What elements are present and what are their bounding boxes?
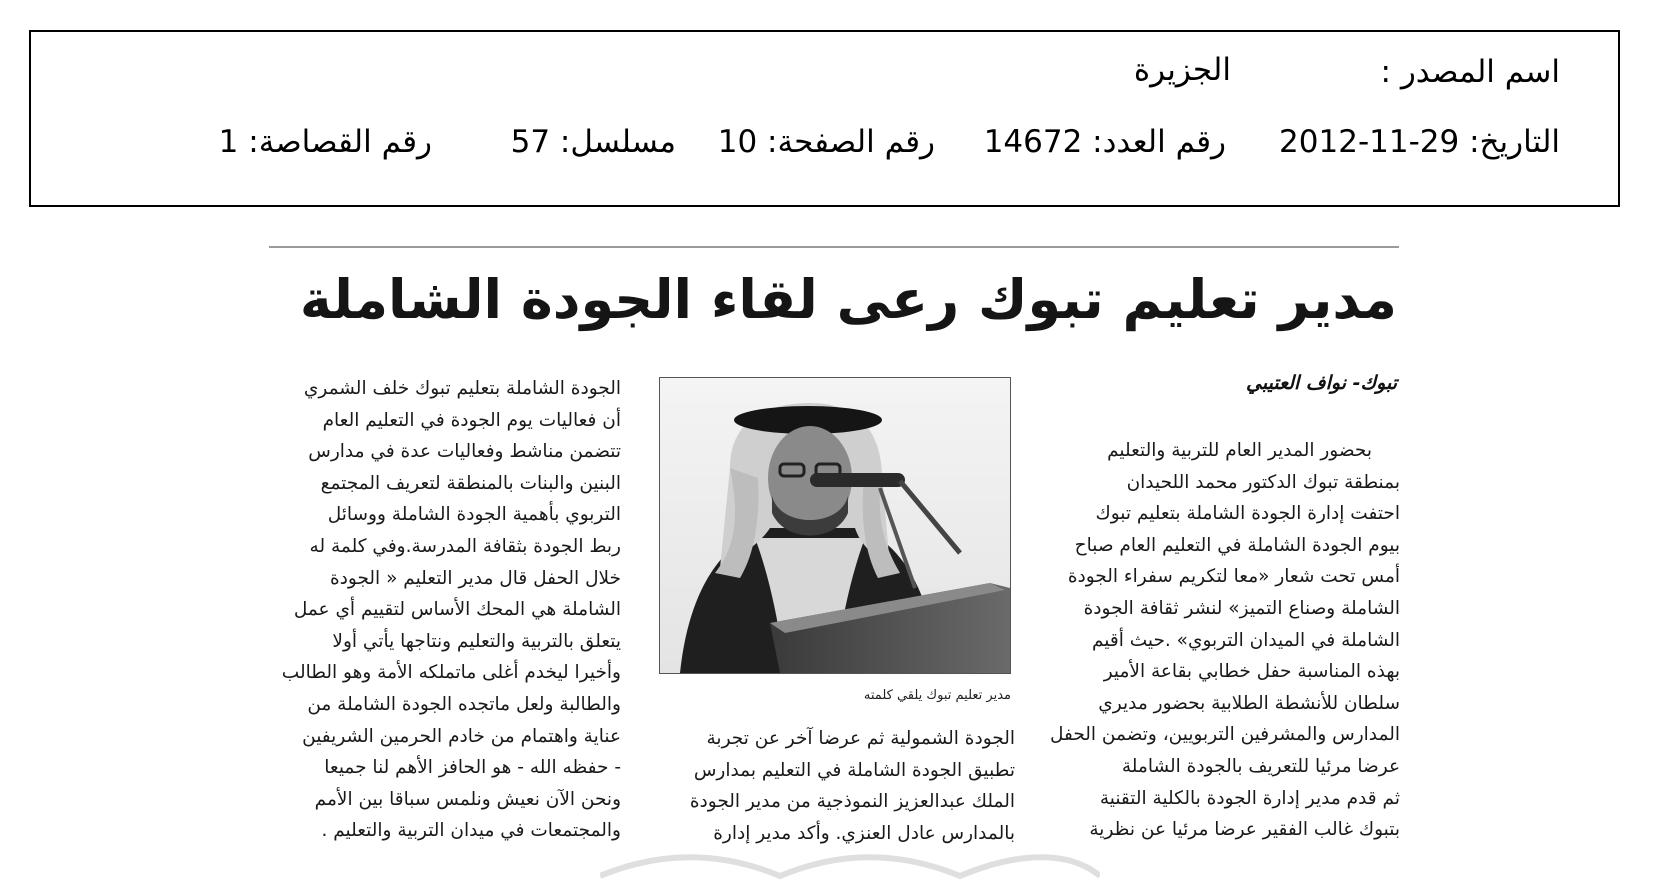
text-line: البنين والبنات بالمنطقة لتعريف المجتمع [320,472,621,494]
page-field: رقم الصفحة: 10 [717,124,935,160]
text-line: الشاملة وصناع التميز» لنشر ثقافة الجودة [1083,597,1400,619]
text-line: بيوم الجودة الشاملة في التعليم العام صباح [1074,534,1400,556]
text-line: والطالبة ولعل ماتجده الجودة الشاملة من [307,693,621,715]
text-line: تتضمن مناشط وفعاليات عدة في مدارس [308,441,621,463]
text-line: والمجتمعات في ميدان التربية والتعليم . [321,820,621,842]
article-headline: مدير تعليم تبوك رعى لقاء الجودة الشاملة [299,268,1397,331]
text-line: يتعلق بالتربية والتعليم ونتاجها يأتي أولا [332,630,621,652]
source-value: الجزيرة [1133,52,1231,88]
text-line: تطبيق الجودة الشاملة في التعليم بمدارس [693,759,1015,781]
text-line: الجودة الشاملة بتعليم تبوك خلف الشمري [303,378,621,399]
text-line: بهذه المناسبة حفل خطابي بقاعة الأمير [1103,661,1400,683]
article-byline: تبوك- نواف العتيبي [1246,372,1397,394]
text-line: عرضا مرئيا للتعريف بالجودة الشاملة [1121,755,1400,777]
top-divider [269,246,1399,248]
text-line: أن فعاليات يوم الجودة في التعليم العام [322,409,621,431]
serial-field: مسلسل: 57 [510,124,676,160]
text-line: بمنطقة تبوك الدكتور محمد اللحيدان [1126,471,1400,493]
text-line: بالمدارس عادل العنزي. وأكد مدير إدارة [713,822,1015,844]
text-line: المدارس والمشرفين التربويين، وتضمن الحفل [1049,724,1400,746]
text-line: الملك عبدالعزيز النموذجية من مدير الجودة [689,791,1015,813]
text-line: أمس تحت شعار «معا لتكريم سفراء الجودة [1067,566,1400,588]
text-line: وأخيرا ليخدم أغلى ماتملكه الأمة وهو الطالب [281,662,621,684]
article-photo [659,377,1011,674]
text-line: بحضور المدير العام للتربية والتعليم [1107,440,1372,461]
article-column-right [1046,435,1400,846]
text-line: خلال الحفل قال مدير التعليم « الجودة [329,567,621,589]
text-line: الجودة الشمولية ثم عرضا آخر عن تجربة [706,728,1015,749]
text-line: ربط الجودة بثقافة المدرسة.وفي كلمة له [309,535,621,557]
text-line: ثم قدم مدير إدارة الجودة بالكلية التقنية [1099,787,1400,809]
text-line: ونحن الآن نعيش ونلمس سباقا بين الأمم [314,788,621,810]
photo-caption: مدير تعليم تبوك يلقي كلمته [863,688,1011,703]
source-metadata-box [29,30,1620,207]
watermark-pattern [600,846,1100,881]
text-line: احتفت إدارة الجودة الشاملة بتعليم تبوك [1095,503,1400,525]
date-field: التاريخ: 29-11-2012 [1279,124,1560,160]
text-line: - حفظه الله - هو الحافز الأهم لنا جميعا [324,757,621,779]
text-line: الشاملة هي المحك الأساس لتقييم أي عمل [293,599,621,621]
issue-field: رقم العدد: 14672 [983,124,1226,160]
article-column-left [268,373,621,847]
text-line: الشاملة في الميدان التربوي» .حيث أقيم [1091,629,1400,651]
article-column-middle [659,723,1015,849]
text-line: عناية واهتمام من خادم الحرمين الشريفين [302,725,621,747]
text-line: سلطان للأنشطة الطلابية بحضور مديري [1098,692,1400,714]
source-label: اسم المصدر : [1380,54,1560,90]
text-line: التربوي بأهمية الجودة الشاملة ووسائل [327,504,621,526]
text-line: بتبوك غالب الفقير عرضا مرئيا عن نظرية [1089,819,1400,841]
clip-field: رقم القصاصة: 1 [218,124,432,160]
